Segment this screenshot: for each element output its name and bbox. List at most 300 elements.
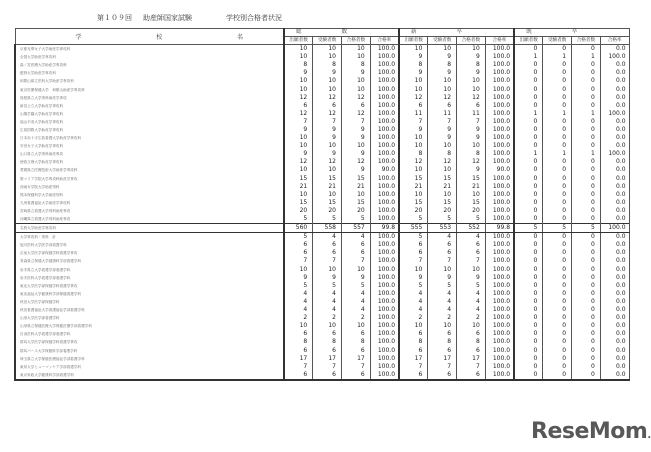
count-cell: 1 (514, 53, 543, 61)
count-cell: 6 (428, 371, 457, 380)
count-cell: 6 (313, 249, 342, 257)
count-cell: 17 (284, 355, 313, 363)
count-cell: 0 (572, 183, 601, 191)
table-row (15, 363, 629, 371)
count-cell: 4 (428, 306, 457, 314)
count-cell: 0 (514, 69, 543, 77)
pass-rate-cell: 100.0 (600, 224, 629, 233)
school-name: 弘前大学医学部保健学科看護学専攻 (15, 249, 284, 257)
column-header: 受験者数 (313, 37, 342, 45)
count-cell: 0 (543, 306, 572, 314)
count-cell: 12 (313, 94, 342, 102)
pass-rate-cell: 100.0 (485, 69, 514, 77)
count-cell: 7 (428, 257, 457, 265)
count-cell: 8 (428, 150, 457, 158)
count-cell: 5 (284, 215, 313, 224)
count-cell: 0 (543, 346, 572, 354)
pass-rate-cell: 100.0 (485, 53, 514, 61)
count-cell: 10 (284, 45, 313, 54)
count-cell: 10 (399, 142, 428, 150)
pass-rate-cell: 0.0 (600, 274, 629, 282)
count-cell: 7 (284, 118, 313, 126)
count-cell: 17 (399, 355, 428, 363)
pass-rate-cell: 0.0 (600, 355, 629, 363)
count-cell: 0 (543, 199, 572, 207)
table-row (15, 77, 629, 85)
count-cell: 8 (428, 61, 457, 69)
table-row (15, 126, 629, 134)
count-cell: 560 (284, 224, 313, 233)
school-name: 日本赤十字広島看護大学助産学専攻科 (15, 134, 284, 142)
count-cell: 10 (428, 166, 457, 174)
column-header: 合格者数 (572, 37, 601, 45)
count-cell: 7 (399, 257, 428, 265)
school-name: 熊本保健科学大学助産別科 (15, 191, 284, 199)
pass-rate-cell: 0.0 (600, 346, 629, 354)
count-cell: 0 (572, 175, 601, 183)
count-cell: 6 (313, 371, 342, 380)
count-cell: 10 (428, 85, 457, 93)
count-cell: 10 (457, 45, 486, 54)
count-cell: 10 (342, 266, 371, 274)
pass-rate-cell: 100.0 (485, 134, 514, 142)
pass-rate-cell: 100.0 (370, 346, 399, 354)
pass-rate-cell: 100.0 (485, 314, 514, 322)
count-cell: 1 (572, 150, 601, 158)
count-cell: 0 (514, 118, 543, 126)
count-cell: 6 (313, 330, 342, 338)
count-cell: 6 (457, 249, 486, 257)
count-cell: 0 (572, 266, 601, 274)
pass-rate-cell: 90.0 (370, 166, 399, 174)
pass-rate-cell: 100.0 (370, 257, 399, 265)
school-name: 福山平成大学助産学専攻科 (15, 118, 284, 126)
pass-rate-cell: 100.0 (370, 249, 399, 257)
count-cell: 0 (514, 102, 543, 110)
pass-rate-cell: 0.0 (600, 207, 629, 215)
count-cell: 15 (457, 175, 486, 183)
table-row (15, 110, 629, 118)
count-cell: 5 (428, 282, 457, 290)
column-header: 合格率 (485, 37, 514, 45)
count-cell: 6 (342, 371, 371, 380)
count-cell: 9 (428, 274, 457, 282)
count-cell: 0 (572, 282, 601, 290)
count-cell: 6 (457, 330, 486, 338)
exam-number: 第１０９回 (97, 14, 132, 22)
pass-rate-cell: 100.0 (370, 126, 399, 134)
count-cell: 0 (543, 298, 572, 306)
table-row (15, 257, 629, 265)
count-cell: 10 (457, 322, 486, 330)
count-cell: 7 (342, 257, 371, 265)
count-cell: 8 (284, 61, 313, 69)
count-cell: 12 (342, 110, 371, 118)
count-cell: 4 (342, 233, 371, 242)
count-cell: 0 (543, 69, 572, 77)
count-cell: 0 (572, 77, 601, 85)
table-row (15, 150, 629, 158)
pass-rate-cell: 0.0 (600, 298, 629, 306)
count-cell: 0 (572, 199, 601, 207)
count-cell: 5 (543, 224, 572, 233)
table-row (15, 298, 629, 306)
count-cell: 15 (284, 175, 313, 183)
count-cell: 4 (399, 290, 428, 298)
pass-rate-cell: 100.0 (370, 207, 399, 215)
count-cell: 11 (428, 110, 457, 118)
count-cell: 6 (457, 371, 486, 380)
count-cell: 0 (572, 45, 601, 54)
pass-rate-cell: 100.0 (370, 158, 399, 166)
count-cell: 6 (284, 330, 313, 338)
count-cell: 6 (313, 241, 342, 249)
count-cell: 9 (428, 53, 457, 61)
count-cell: 0 (514, 207, 543, 215)
pass-rate-cell: 100.0 (485, 110, 514, 118)
count-cell: 0 (514, 338, 543, 346)
count-cell: 0 (572, 85, 601, 93)
count-cell: 5 (313, 215, 342, 224)
count-cell: 5 (457, 282, 486, 290)
count-cell: 6 (399, 249, 428, 257)
pass-rate-cell: 100.0 (370, 199, 399, 207)
pass-rate-cell: 0.0 (600, 266, 629, 274)
pass-rate-cell: 100.0 (370, 338, 399, 346)
pass-rate-cell: 0.0 (600, 77, 629, 85)
count-cell: 10 (284, 85, 313, 93)
pass-rate-cell: 90.0 (485, 166, 514, 174)
pass-rate-cell: 100.0 (370, 45, 399, 54)
count-cell: 0 (572, 249, 601, 257)
report-subtitle: 学校別合格者状況 (226, 14, 282, 22)
count-cell: 0 (514, 257, 543, 265)
count-cell: 12 (457, 158, 486, 166)
count-cell: 21 (313, 183, 342, 191)
count-cell: 12 (284, 158, 313, 166)
count-cell: 7 (313, 118, 342, 126)
table-row (15, 371, 629, 380)
count-cell: 15 (284, 199, 313, 207)
count-cell: 12 (313, 110, 342, 118)
count-cell: 20 (284, 207, 313, 215)
table-row (15, 142, 629, 150)
school-name: 新見公立大学助産学専攻科 (15, 102, 284, 110)
pass-rate-cell: 100.0 (485, 191, 514, 199)
count-cell: 6 (342, 346, 371, 354)
table-row (15, 355, 629, 363)
table-row (15, 330, 629, 338)
exam-name: 助産師国家試験 (143, 14, 192, 22)
pass-rate-cell: 100.0 (370, 363, 399, 371)
school-name-header (15, 29, 284, 45)
count-cell: 9 (342, 166, 371, 174)
count-cell: 10 (399, 85, 428, 93)
count-cell: 0 (514, 94, 543, 102)
pass-rate-cell: 0.0 (600, 249, 629, 257)
table-row (15, 134, 629, 142)
count-cell: 6 (399, 241, 428, 249)
count-cell: 10 (284, 77, 313, 85)
count-cell: 0 (543, 330, 572, 338)
count-cell: 17 (313, 355, 342, 363)
table-row (15, 175, 629, 183)
count-cell: 9 (342, 150, 371, 158)
count-cell: 0 (572, 298, 601, 306)
count-cell: 15 (457, 199, 486, 207)
table-row (15, 94, 629, 102)
table-row (15, 215, 629, 224)
count-cell: 0 (514, 233, 543, 242)
count-cell: 12 (342, 158, 371, 166)
count-cell: 0 (543, 274, 572, 282)
pass-rate-cell: 100.0 (485, 150, 514, 158)
pass-rate-cell: 99.8 (485, 224, 514, 233)
pass-rate-cell: 100.0 (485, 338, 514, 346)
count-cell: 0 (572, 191, 601, 199)
pass-rate-cell: 0.0 (600, 61, 629, 69)
count-cell: 15 (313, 175, 342, 183)
count-cell: 4 (428, 298, 457, 306)
count-cell: 1 (572, 53, 601, 61)
count-cell: 10 (313, 191, 342, 199)
table-row (15, 158, 629, 166)
count-cell: 6 (428, 330, 457, 338)
count-cell: 17 (457, 355, 486, 363)
count-cell: 7 (399, 118, 428, 126)
count-cell: 0 (543, 142, 572, 150)
count-cell: 10 (313, 53, 342, 61)
pass-rate-cell: 0.0 (600, 191, 629, 199)
pass-rate-cell: 100.0 (485, 322, 514, 330)
count-cell: 0 (514, 175, 543, 183)
count-cell: 12 (457, 94, 486, 102)
count-cell: 10 (342, 77, 371, 85)
table-row (15, 314, 629, 322)
count-cell: 0 (572, 233, 601, 242)
count-cell: 8 (457, 150, 486, 158)
count-cell: 1 (514, 150, 543, 158)
pass-rate-cell: 100.0 (370, 61, 399, 69)
pass-rate-cell: 100.0 (485, 199, 514, 207)
school-name: 愛媛県立医療技術大学助産学専攻科 (15, 166, 284, 174)
pass-rate-cell: 100.0 (485, 298, 514, 306)
school-name: 広島国際大学助産学専攻科 (15, 126, 284, 134)
count-cell: 10 (428, 191, 457, 199)
count-cell: 10 (457, 85, 486, 93)
pass-rate-cell: 100.0 (485, 215, 514, 224)
count-cell: 15 (428, 175, 457, 183)
school-name: 京都光華女子大学助産学専攻科 (15, 45, 284, 54)
count-cell: 1 (514, 110, 543, 118)
pass-rate-cell: 100.0 (370, 215, 399, 224)
count-cell: 5 (457, 215, 486, 224)
count-cell: 0 (514, 266, 543, 274)
column-header: 受験者数 (428, 37, 457, 45)
count-cell: 9 (313, 274, 342, 282)
count-cell: 10 (313, 322, 342, 330)
school-name: 山口県立大学別科助産専攻 (15, 150, 284, 158)
count-cell: 4 (284, 290, 313, 298)
pass-rate-cell: 100.0 (485, 241, 514, 249)
table-row (15, 338, 629, 346)
count-cell: 6 (428, 346, 457, 354)
count-cell: 0 (514, 126, 543, 134)
count-cell: 4 (457, 290, 486, 298)
count-cell: 0 (543, 249, 572, 257)
count-cell: 17 (342, 355, 371, 363)
count-cell: 0 (543, 118, 572, 126)
count-cell: 0 (572, 142, 601, 150)
pass-rate-cell: 0.0 (600, 257, 629, 265)
count-cell: 5 (284, 233, 313, 242)
pass-rate-cell: 0.0 (600, 199, 629, 207)
count-cell: 5 (428, 215, 457, 224)
count-cell: 5 (399, 282, 428, 290)
pass-rate-cell: 100.0 (485, 266, 514, 274)
table-row (15, 45, 629, 54)
count-cell: 0 (543, 207, 572, 215)
count-cell: 5 (572, 224, 601, 233)
pass-rate-cell: 100.0 (485, 355, 514, 363)
count-cell: 0 (514, 322, 543, 330)
count-cell: 6 (399, 330, 428, 338)
count-cell: 21 (342, 183, 371, 191)
count-cell: 558 (313, 224, 342, 233)
count-cell: 10 (399, 134, 428, 142)
count-cell: 0 (572, 69, 601, 77)
school-name: 群馬パース大学保健科学部看護学科 (15, 346, 284, 354)
results-table (14, 28, 630, 381)
count-cell: 21 (457, 183, 486, 191)
count-cell: 10 (399, 322, 428, 330)
school-name: 名桜大学助産学専攻科 (15, 224, 284, 233)
count-cell: 9 (457, 134, 486, 142)
count-cell: 9 (284, 150, 313, 158)
pass-rate-cell: 100.0 (370, 191, 399, 199)
pass-rate-cell: 100.0 (370, 183, 399, 191)
count-cell: 10 (457, 142, 486, 150)
count-cell: 6 (457, 241, 486, 249)
count-cell: 0 (543, 183, 572, 191)
count-cell: 6 (284, 102, 313, 110)
count-cell: 6 (428, 102, 457, 110)
count-cell: 0 (572, 355, 601, 363)
count-cell: 15 (313, 199, 342, 207)
count-cell: 4 (399, 298, 428, 306)
count-cell: 2 (457, 314, 486, 322)
count-cell: 10 (313, 77, 342, 85)
count-cell: 0 (572, 126, 601, 134)
count-cell: 0 (543, 61, 572, 69)
count-cell: 0 (514, 215, 543, 224)
pass-rate-cell: 100.0 (370, 110, 399, 118)
count-cell: 1 (543, 150, 572, 158)
pass-rate-cell: 100.0 (370, 102, 399, 110)
pass-rate-cell: 100.0 (485, 249, 514, 257)
column-header: 出願者数 (399, 37, 428, 45)
count-cell: 0 (543, 257, 572, 265)
count-cell: 4 (342, 298, 371, 306)
count-cell: 6 (284, 346, 313, 354)
count-cell: 8 (457, 61, 486, 69)
count-cell: 552 (457, 224, 486, 233)
count-cell: 6 (313, 102, 342, 110)
pass-rate-cell: 100.0 (370, 175, 399, 183)
count-cell: 0 (572, 274, 601, 282)
count-cell: 4 (342, 290, 371, 298)
table-row (15, 233, 629, 242)
count-cell: 4 (428, 233, 457, 242)
count-cell: 9 (342, 126, 371, 134)
count-cell: 21 (428, 183, 457, 191)
count-cell: 2 (428, 314, 457, 322)
watermark-text: ReseMom (531, 419, 648, 444)
table-row (15, 191, 629, 199)
count-cell: 6 (284, 371, 313, 380)
count-cell: 0 (514, 249, 543, 257)
count-cell: 9 (457, 274, 486, 282)
count-cell: 10 (284, 53, 313, 61)
count-cell: 0 (514, 85, 543, 93)
count-cell: 0 (543, 322, 572, 330)
school-name: 藍野大学助産学専攻科 (15, 69, 284, 77)
pass-rate-cell: 0.0 (600, 85, 629, 93)
table-row (15, 102, 629, 110)
count-cell: 0 (543, 166, 572, 174)
count-cell: 7 (342, 363, 371, 371)
group-header-prior-grad: 既卒 (514, 29, 629, 37)
count-cell: 5 (342, 215, 371, 224)
count-cell: 9 (428, 69, 457, 77)
count-cell: 0 (514, 142, 543, 150)
pass-rate-cell: 0.0 (600, 69, 629, 77)
school-name: 秋田大学医学部保健学科 (15, 298, 284, 306)
count-cell: 0 (572, 338, 601, 346)
count-cell: 4 (428, 290, 457, 298)
count-cell: 10 (313, 166, 342, 174)
count-cell: 4 (342, 306, 371, 314)
count-cell: 1 (543, 110, 572, 118)
count-cell: 5 (399, 215, 428, 224)
pass-rate-cell: 100.0 (370, 85, 399, 93)
count-cell: 10 (428, 322, 457, 330)
count-cell: 8 (399, 150, 428, 158)
table-row (15, 282, 629, 290)
pass-rate-cell: 0.0 (600, 330, 629, 338)
count-cell: 0 (543, 241, 572, 249)
pass-rate-cell: 0.0 (600, 102, 629, 110)
count-cell: 0 (572, 346, 601, 354)
count-cell: 5 (284, 282, 313, 290)
count-cell: 10 (284, 191, 313, 199)
count-cell: 21 (399, 183, 428, 191)
school-name: 岩手県立大学看護学部看護学科 (15, 266, 284, 274)
school-name: 群馬大学医学部保健学科看護学専攻 (15, 338, 284, 346)
pass-rate-cell: 100.0 (485, 61, 514, 69)
count-cell: 10 (399, 191, 428, 199)
count-cell: 0 (543, 94, 572, 102)
count-cell: 4 (313, 290, 342, 298)
count-cell: 20 (428, 207, 457, 215)
count-cell: 0 (572, 118, 601, 126)
pass-rate-cell: 100.0 (485, 142, 514, 150)
school-name: 東北福祉大学健康科学部保健看護学科 (15, 290, 284, 298)
count-cell: 0 (514, 77, 543, 85)
count-cell: 15 (428, 199, 457, 207)
pass-rate-cell: 99.8 (370, 224, 399, 233)
group-header-total: 総数 (284, 29, 399, 37)
